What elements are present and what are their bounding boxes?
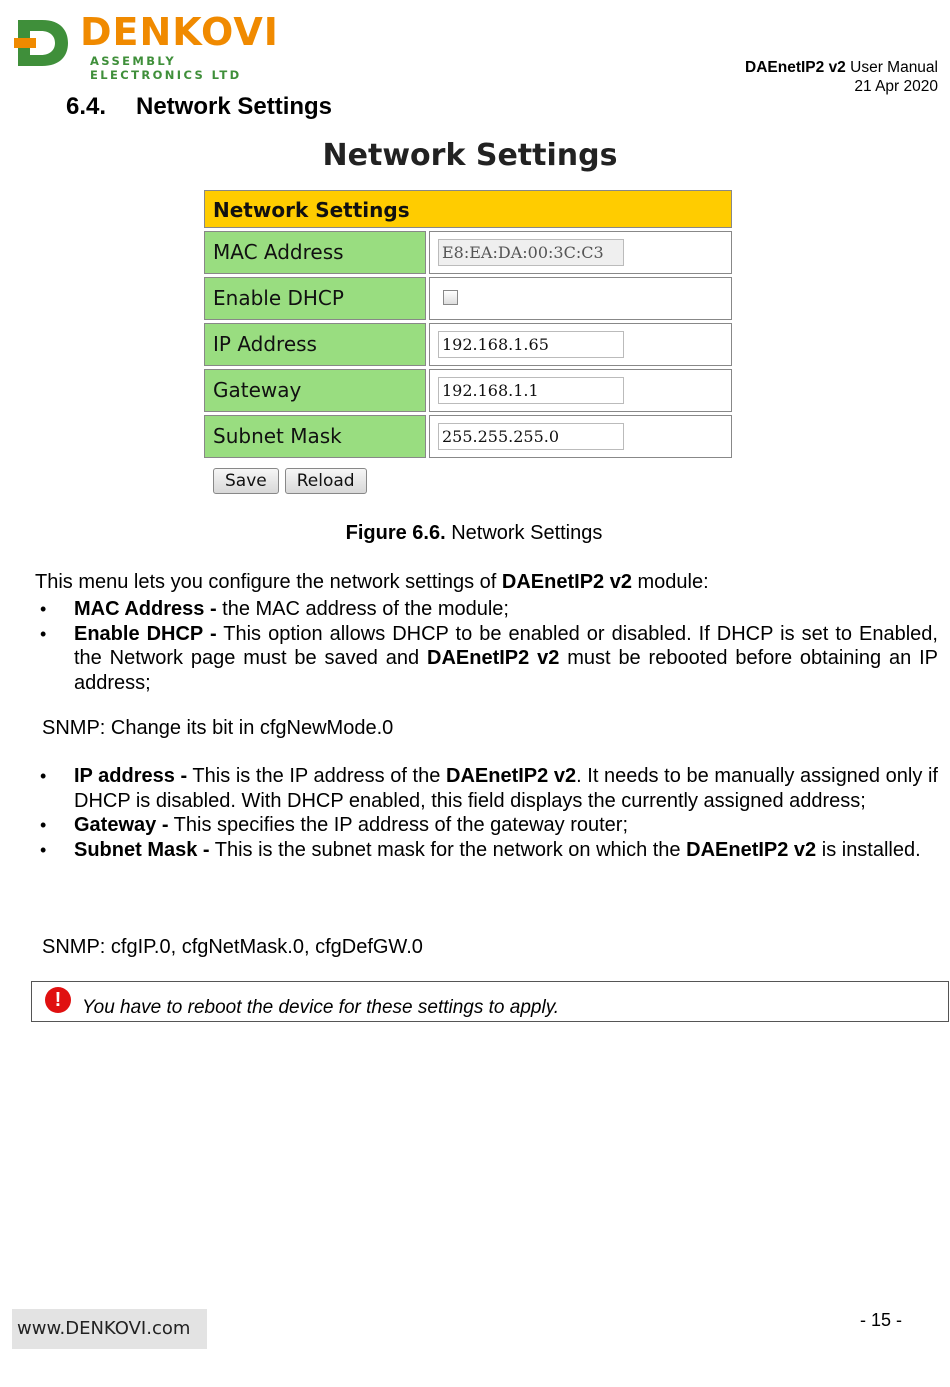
intro-text: This menu lets you configure the network settings of [35, 571, 502, 593]
gateway-field[interactable]: 192.168.1.1 [438, 377, 624, 404]
snmp-note-address: SNMP: cfgIP.0, cfgNetMask.0, cfgDefGW.0 [42, 936, 423, 958]
list-text: This specifies the IP address of the gateway router; [168, 814, 628, 836]
save-button[interactable]: Save [213, 468, 279, 494]
enable-dhcp-checkbox[interactable] [443, 290, 458, 305]
list-text: . It needs to be manually assigned only if DHCP is disabled. With DHCP enabled, this field displays the currently assigned address; [74, 765, 938, 812]
section-title: Network Settings [136, 93, 333, 120]
settings-row-mac [204, 231, 732, 274]
page-number: - 15 - [860, 1310, 903, 1330]
list-product: DAEnetIP2 v2 [686, 838, 817, 861]
settings-row-dhcp [204, 277, 732, 320]
list-item-mac [40, 597, 938, 622]
section-heading [66, 93, 332, 121]
list-text: This option allows DHCP to be enabled or disabled. If DHCP is set to Enabled, the Network page must be saved and [74, 622, 938, 669]
snmp-note-dhcp: SNMP: Change its bit in cfgNewMode.0 [42, 717, 394, 739]
list-text: This is the IP address of the [187, 765, 446, 787]
document-header [745, 58, 938, 96]
list-text: This is the subnet mask for the network on which the [209, 838, 687, 861]
footer-website [12, 1309, 207, 1349]
reboot-note-box [31, 981, 949, 1022]
subnet-mask-cell [429, 415, 732, 458]
panel-header: Network Settings [204, 190, 732, 228]
logo-wordmark: DENKOVI [80, 10, 279, 54]
settings-row-gateway [204, 369, 732, 412]
reload-button[interactable]: Reload [285, 468, 367, 494]
header-product: DAEnetIP2 v2 [745, 59, 846, 76]
list-text: the MAC address of the module; [216, 598, 509, 620]
settings-row-subnet [204, 415, 732, 458]
enable-dhcp-cell [429, 277, 732, 320]
caption-label: Figure 6.6. [345, 522, 446, 544]
figure-buttons [213, 468, 373, 494]
list-term: IP address - [74, 765, 188, 787]
settings-description-list [40, 597, 938, 695]
figure-page-title: Network Settings [322, 138, 618, 173]
intro-text-end: module: [631, 571, 709, 593]
settings-row-ip [204, 323, 732, 366]
enable-dhcp-label: Enable DHCP [204, 277, 426, 320]
list-product: DAEnetIP2 v2 [446, 765, 577, 787]
logo-tagline: ASSEMBLY ELECTRONICS LTD [90, 54, 242, 82]
list-term: MAC Address - [74, 598, 217, 620]
company-logo [14, 10, 279, 82]
list-product: DAEnetIP2 v2 [427, 647, 560, 669]
list-text: is installed. [816, 838, 921, 861]
section-number: 6.4. [66, 93, 107, 120]
footer-website-text: www.DENKOVI.com [17, 1318, 191, 1339]
figure-caption [0, 522, 948, 545]
intro-paragraph [35, 570, 709, 595]
reboot-note-text: You have to reboot the device for these settings to apply. [82, 997, 560, 1018]
mac-address-field: E8:EA:DA:00:3C:C3 [438, 239, 624, 266]
header-doc-type: User Manual [850, 59, 938, 76]
ip-address-field[interactable]: 192.168.1.65 [438, 331, 624, 358]
header-date: 21 Apr 2020 [854, 78, 938, 95]
subnet-mask-field[interactable]: 255.255.255.0 [438, 423, 624, 450]
gateway-cell [429, 369, 732, 412]
network-settings-panel [204, 190, 732, 458]
subnet-mask-label: Subnet Mask [204, 415, 426, 458]
gateway-label: Gateway [204, 369, 426, 412]
mac-address-label: MAC Address [204, 231, 426, 274]
list-item-subnet [40, 838, 938, 863]
address-description-list [40, 764, 938, 862]
ip-address-cell [429, 323, 732, 366]
list-term: Gateway - [74, 814, 169, 836]
intro-product: DAEnetIP2 v2 [501, 571, 632, 593]
ip-address-label: IP Address [204, 323, 426, 366]
list-item-dhcp [40, 622, 938, 696]
mac-address-cell [429, 231, 732, 274]
list-term: Enable DHCP - [74, 622, 217, 645]
list-item-ip [40, 764, 938, 813]
list-term: Subnet Mask - [74, 838, 210, 861]
denkovi-logo-icon [14, 16, 72, 70]
warning-exclamation-icon: ! [45, 987, 71, 1013]
list-text: must be rebooted before obtaining an IP address; [74, 647, 938, 694]
caption-text: Network Settings [445, 522, 603, 544]
list-item-gateway [40, 813, 938, 838]
